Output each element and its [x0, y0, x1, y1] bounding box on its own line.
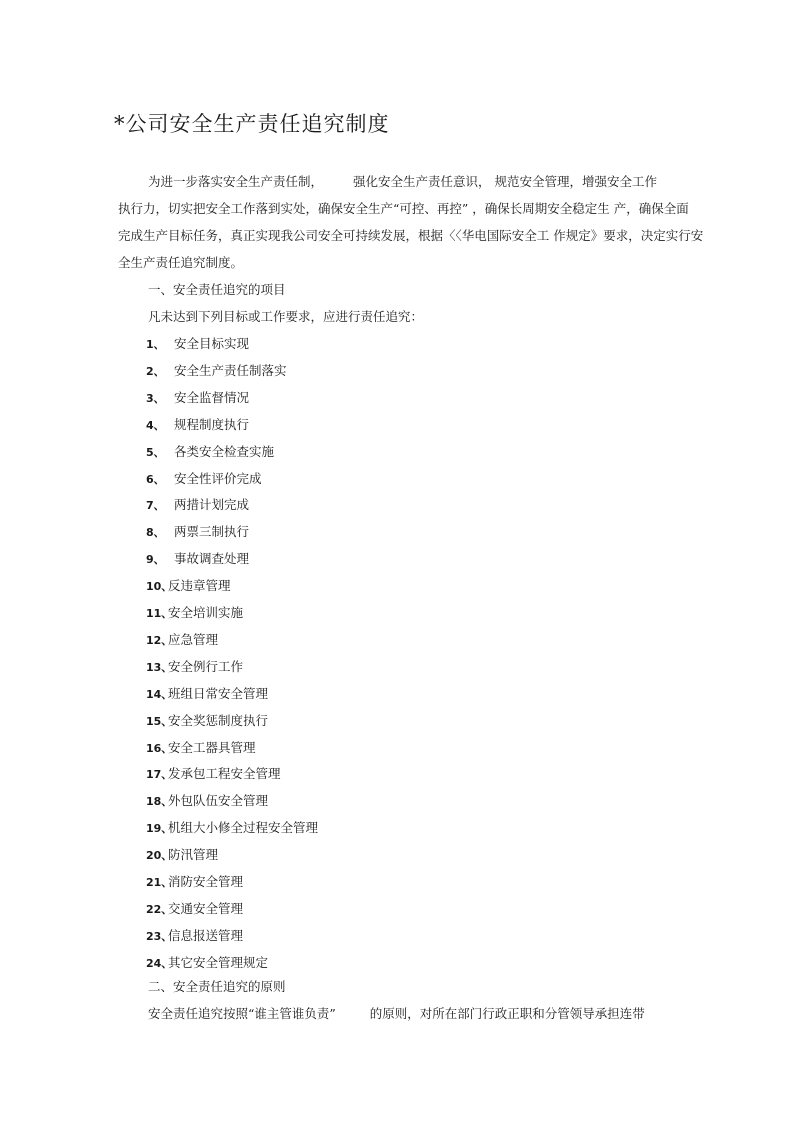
list-item-number: 21、 [146, 876, 173, 889]
list-item-text: 班组日常安全管理 [168, 685, 269, 701]
list-item [146, 899, 243, 917]
list-item-text: 发承包工程安全管理 [168, 766, 281, 782]
list-item [146, 469, 262, 487]
list-item [146, 845, 218, 863]
list-item [146, 334, 249, 352]
list-item [146, 738, 256, 756]
list-item [146, 953, 268, 971]
list-item-number: 6、 [146, 472, 165, 486]
intro-line-1-part-a: 为进一步落实安全生产责任制， [148, 174, 324, 189]
list-item-text: 机组大小修全过程安全管理 [168, 820, 319, 836]
list-item-text: 安全工器具管理 [168, 739, 256, 755]
list-item-number: 23、 [146, 929, 173, 943]
list-item [146, 630, 218, 648]
list-item-text: 应急管理 [168, 631, 219, 647]
list-item-text: 规程制度执行 [174, 416, 250, 432]
intro-line-4: 全生产责任追究制度。 [118, 255, 244, 270]
list-item-text: 安全例行工作 [168, 658, 244, 674]
list-item-number: 5、 [146, 445, 165, 459]
list-item-text: 安全目标实现 [174, 336, 250, 351]
list-item [146, 818, 318, 836]
list-item-text: 其它安全管理规定 [168, 954, 269, 970]
list-item-text: 消防安全管理 [168, 874, 244, 889]
list-item-text: 交通安全管理 [168, 900, 244, 916]
intro-line-2: 执行力，切实把安全工作落到实处，确保安全生产“可控、再控” ，确保长周期安全稳定生 产，确保全面 [118, 201, 689, 216]
list-item-number: 19、 [146, 822, 173, 836]
list-item-number: 14、 [146, 687, 173, 701]
list-item-number: 20、 [146, 849, 173, 863]
section-2-line-part-b: 的原则，对所在部门行政正职和分管领导承担连带 [369, 1006, 645, 1021]
page-title: *公司安全生产责任追究制度 [114, 112, 390, 136]
list-item [146, 549, 249, 567]
list-item-number: 15、 [146, 714, 173, 728]
list-item-text: 两措计划完成 [174, 497, 250, 513]
list-item-number: 1、 [146, 338, 165, 351]
list-item-text: 安全生产责任制落实 [174, 362, 287, 378]
list-item-number: 17、 [146, 768, 173, 782]
list-item [146, 522, 249, 540]
list-item-text: 反违章管理 [168, 578, 231, 594]
list-item-text: 安全监督情况 [174, 389, 250, 405]
list-item [146, 764, 281, 782]
list-item [146, 388, 249, 406]
list-item [146, 603, 243, 621]
intro-line-1 [148, 172, 657, 190]
section-2-line [148, 1004, 645, 1022]
list-item-number: 7、 [146, 499, 165, 513]
list-item-text: 各类安全检查实施 [174, 443, 275, 459]
list-item-number: 9、 [146, 553, 165, 567]
section-1-lead: 凡未达到下列目标或工作要求，应进行责任追究： [148, 309, 424, 324]
list-item-text: 安全奖惩制度执行 [168, 712, 269, 728]
list-item-number: 22、 [146, 902, 173, 916]
list-item [146, 872, 243, 890]
list-item-number: 3、 [146, 391, 165, 405]
list-item-text: 事故调查处理 [174, 551, 250, 567]
list-item-number: 10、 [146, 580, 173, 594]
list-item-number: 2、 [146, 364, 165, 378]
list-item [146, 442, 274, 460]
list-item-number: 8、 [146, 526, 165, 540]
list-item-text: 两票三制执行 [174, 524, 250, 540]
list-item [146, 576, 231, 594]
section-2-heading: 二、安全责任追究的原则 [148, 979, 286, 994]
list-item [146, 361, 287, 379]
list-item-number: 11、 [146, 607, 173, 620]
list-item-text: 外包队伍安全管理 [168, 793, 269, 809]
list-item [146, 711, 268, 729]
list-item [146, 657, 243, 675]
list-item-text: 安全性评价完成 [174, 470, 262, 486]
list-item [146, 495, 249, 513]
list-item [146, 791, 268, 809]
list-item [146, 684, 268, 702]
intro-line-1-part-b: 强化安全生产责任意识， 规范安全管理，增强安全工作 [353, 174, 657, 189]
list-item-number: 12、 [146, 633, 173, 647]
list-item-number: 16、 [146, 741, 173, 755]
list-item-text: 防汛管理 [168, 847, 219, 863]
list-item-text: 安全培训实施 [168, 605, 244, 620]
list-item [146, 926, 243, 944]
list-item-number: 4、 [146, 418, 165, 432]
list-item-number: 18、 [146, 795, 173, 809]
section-1-heading: 一、安全责任追究的项目 [148, 282, 286, 297]
list-item-text: 信息报送管理 [168, 927, 244, 943]
list-item-number: 13、 [146, 660, 173, 674]
intro-line-3: 完成生产目标任务，真正实现我公司安全可持续发展，根据〈〈华电国际安全工 作规定》要求，决定实行安 [118, 228, 704, 243]
section-2-line-part-a: 安全责任追究按照“谁主管谁负责” [148, 1006, 336, 1021]
list-item [146, 415, 249, 433]
list-item-number: 24、 [146, 956, 173, 970]
